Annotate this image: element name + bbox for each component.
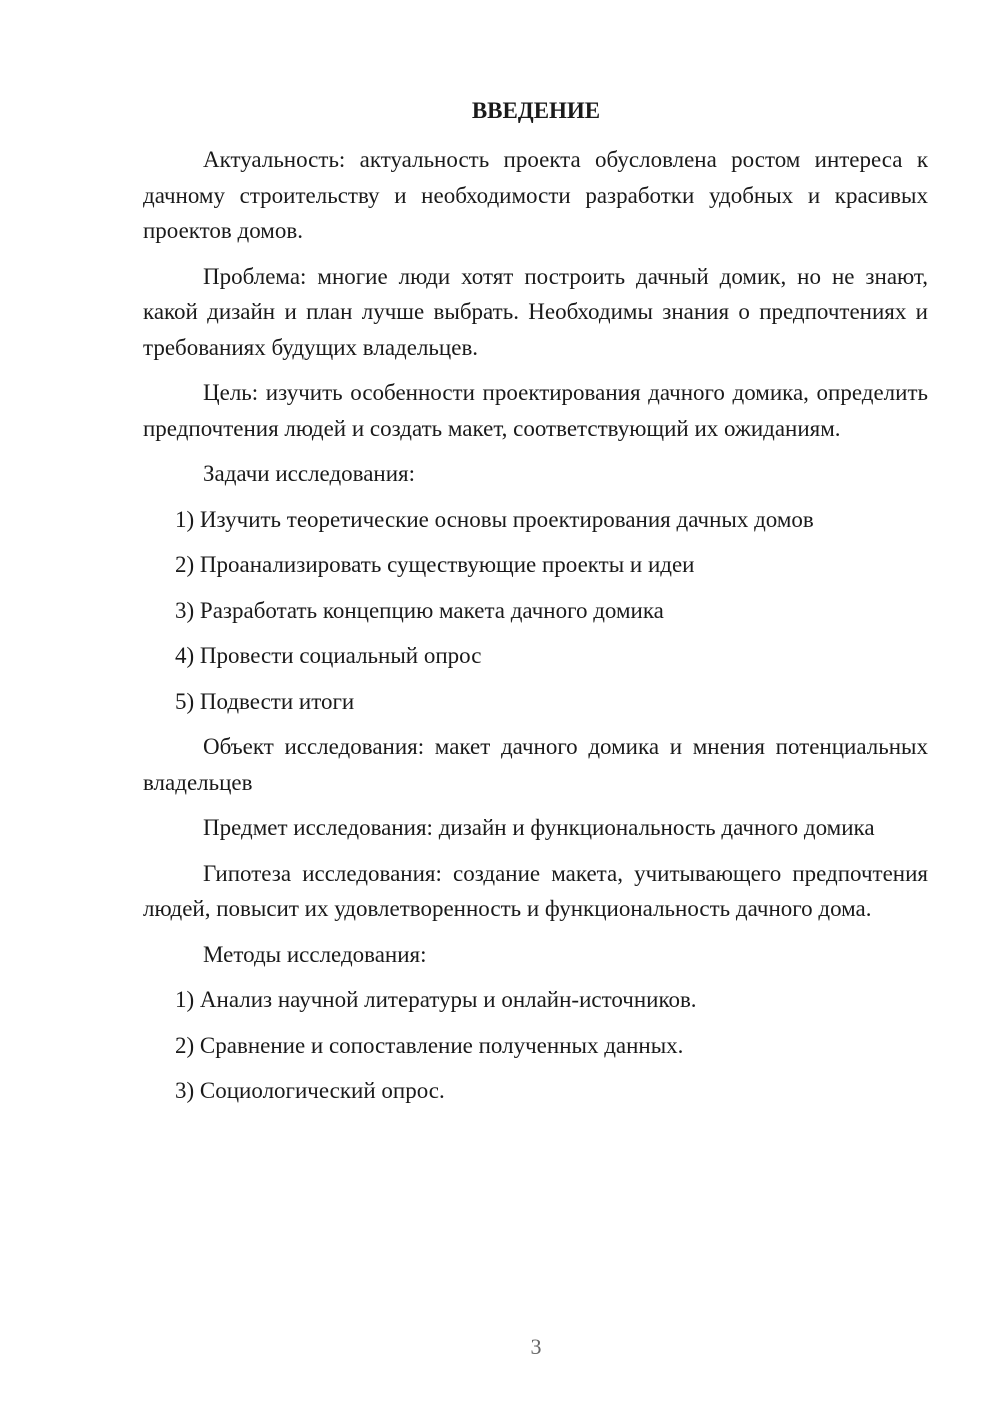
relevance-paragraph: Актуальность: актуальность проекта обусловлена ростом интереса к дачному строительству и необходимости разработки удобных и красивых проектов домов. xyxy=(143,147,928,243)
tasks-list xyxy=(143,502,928,720)
list-item: 2) Проанализировать существующие проекты и идеи xyxy=(175,552,695,577)
list-item: 2) Сравнение и сопоставление полученных данных. xyxy=(175,1032,684,1058)
page-title: ВВЕДЕНИЕ xyxy=(471,98,601,123)
list-item: 3) Социологический опрос. xyxy=(175,1078,445,1103)
object-paragraph: Объект исследования: макет дачного домика и мнения потенциальных владельцев xyxy=(143,734,928,795)
page-number: 3 xyxy=(530,1334,542,1359)
hypothesis-paragraph: Гипотеза исследования: создание макета, учитывающего предпочтения людей, повысит их удовлетворенность и функциональность дачного дома. xyxy=(143,860,928,921)
tasks-title: Задачи исследования: xyxy=(203,461,416,486)
problem-paragraph: Проблема: многие люди хотят построить дачный домик, но не знают, какой дизайн и план лучше выбрать. Необходимы знания о предпочтениях и требованиях будущих владельцев. xyxy=(143,263,928,360)
methods-list xyxy=(143,982,928,1109)
list-item: 3) Разработать концепцию макета дачного домика xyxy=(175,597,664,623)
subject-paragraph: Предмет исследования: дизайн и функциональность дачного домика xyxy=(203,815,875,840)
list-item: 5) Подвести итоги xyxy=(175,688,355,714)
list-item: 1) Изучить теоретические основы проектирования дачных домов xyxy=(175,506,814,532)
body-text xyxy=(143,142,928,1109)
list-item: 1) Анализ научной литературы и онлайн-источников. xyxy=(175,987,697,1012)
goal-paragraph: Цель: изучить особенности проектирования дачного домика, определить предпочтения людей и создать макет, соответствующий их ожиданиям. xyxy=(143,380,928,441)
list-item: 4) Провести социальный опрос xyxy=(175,643,482,668)
methods-title: Методы исследования: xyxy=(203,941,427,967)
